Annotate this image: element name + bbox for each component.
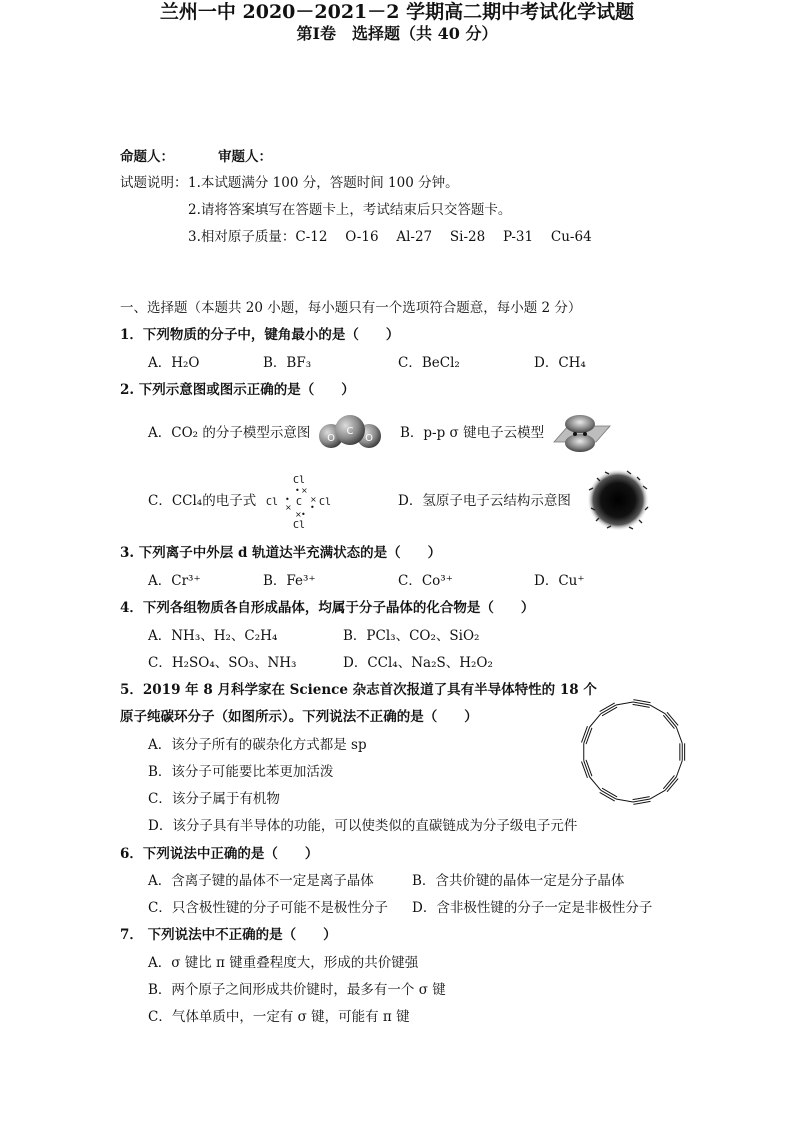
q3-option-a: A．Cr³⁺ bbox=[148, 573, 201, 589]
triple-bond-line bbox=[665, 714, 676, 727]
svg-text:•: • bbox=[285, 495, 290, 504]
q3-option-d: D．Cu⁺ bbox=[534, 573, 585, 589]
question-6-stem: 6．下列说法中正确的是（ ） bbox=[120, 846, 319, 862]
svg-text:×: × bbox=[285, 503, 292, 512]
triple-bond-line bbox=[667, 712, 678, 725]
instruction-item-2: 2.请将答案填写在答题卡上，考试结束后只交答题卡。 bbox=[188, 202, 512, 218]
question-1-stem: 1．下列物质的分子中，键角最小的是（ ） bbox=[120, 327, 400, 343]
question-2-stem: 2. 下列示意图或图示正确的是（ ） bbox=[120, 382, 355, 398]
svg-text:•: • bbox=[301, 510, 306, 519]
electron-cloud bbox=[587, 469, 649, 531]
upper-lobe bbox=[565, 415, 595, 433]
triple-bond-line bbox=[663, 715, 674, 728]
triple-bond-line bbox=[663, 775, 674, 788]
q6-option-d: D．含非极性键的分子一定是非极性分子 bbox=[412, 900, 653, 916]
single-bond-line bbox=[676, 727, 682, 743]
q2-option-d: D．氢原子电子云结构示意图 bbox=[398, 493, 571, 509]
q1-option-a: A．H₂O bbox=[148, 355, 200, 371]
ccl4-cl-left: Cl bbox=[266, 497, 279, 508]
q5-option-a: A．该分子所有的碳杂化方式都是 sp bbox=[148, 737, 367, 753]
q6-option-b: B．含共价键的晶体一定是分子晶体 bbox=[412, 873, 625, 889]
co2-label-o2: O bbox=[365, 433, 373, 444]
question-4-stem: 4．下列各组物质各自形成晶体，均属于分子晶体的化合物是（ ） bbox=[120, 600, 535, 616]
sigma-bond-cloud-figure bbox=[548, 412, 612, 454]
q6-option-c: C．只含极性键的分子可能不是极性分子 bbox=[148, 900, 388, 916]
q5-option-d: D．该分子具有半导体的功能，可以使类似的直碳链成为分子级电子元件 bbox=[148, 818, 578, 834]
instruction-item-1: 1.本试题满分 100 分，答题时间 100 分钟。 bbox=[188, 175, 459, 191]
q7-option-b: B．两个原子之间形成共价键时，最多有一个 σ 键 bbox=[148, 982, 446, 998]
carbon-ring-figure bbox=[578, 697, 688, 807]
question-3-stem: 3. 下列离子中外层 d 轨道达半充满状态的是（ ） bbox=[120, 545, 442, 561]
single-bond-line bbox=[676, 761, 682, 777]
q3-option-c: C．Co³⁺ bbox=[398, 573, 453, 589]
single-bond-line bbox=[650, 705, 665, 714]
co2-label-c: C bbox=[346, 426, 354, 437]
question-7-stem: 7． 下列说法中不正确的是（ ） bbox=[120, 927, 337, 943]
co2-label-o1: O bbox=[327, 433, 335, 444]
ccl4-electron-formula bbox=[262, 472, 336, 530]
q7-option-c: C．气体单质中，一定有 σ 键，可能有 π 键 bbox=[148, 1009, 410, 1025]
nucleus-right bbox=[583, 432, 587, 436]
page-title: 兰州一中 2020－2021－2 学期高二期中考试化学试题 bbox=[159, 1, 635, 23]
q7-option-a: A．σ 键比 π 键重叠程度大，形成的共价键强 bbox=[148, 955, 419, 971]
q5-option-c: C．该分子属于有机物 bbox=[148, 791, 280, 807]
hydrogen-electron-cloud-figure bbox=[585, 468, 651, 532]
q4-option-c: C．H₂SO₄、SO₃、NH₃ bbox=[148, 655, 297, 671]
svg-text:×: × bbox=[310, 495, 317, 504]
single-bond-line bbox=[590, 777, 601, 790]
q2-option-b: B．p-p σ 键电子云模型 bbox=[400, 425, 545, 441]
q1-option-c: C．BeCl₂ bbox=[398, 355, 460, 371]
single-bond-line bbox=[616, 799, 633, 802]
ccl4-cl-right: Cl bbox=[319, 497, 332, 508]
svg-text:•: • bbox=[295, 486, 300, 495]
q4-option-b: B．PCl₃、CO₂、SiO₂ bbox=[343, 628, 480, 644]
svg-text:•: • bbox=[310, 503, 315, 512]
ccl4-cl-top: Cl bbox=[292, 475, 306, 486]
triple-bond-line bbox=[667, 779, 678, 792]
question-5-stem-line2: 原子纯碳环分子（如图所示）。下列说法不正确的是（ ） bbox=[120, 709, 478, 725]
ccl4-cl-bottom: Cl bbox=[292, 520, 306, 530]
single-bond-line bbox=[590, 714, 601, 727]
q1-option-d: D．CH₄ bbox=[534, 355, 586, 371]
lower-lobe bbox=[565, 434, 595, 452]
section-heading: 一、选择题（本题共 20 小题，每小题只有一个选项符合题意，每小题 2 分） bbox=[120, 300, 582, 316]
q1-option-b: B．BF₃ bbox=[263, 355, 312, 371]
single-bond-line bbox=[616, 702, 633, 705]
q5-option-b: B．该分子可能要比苯更加活泼 bbox=[148, 764, 334, 780]
svg-text:×: × bbox=[295, 510, 302, 519]
instructions-label: 试题说明： bbox=[120, 175, 188, 191]
q4-option-a: A．NH₃、H₂、C₂H₄ bbox=[148, 628, 278, 644]
part1-title: 第Ⅰ卷 选择题（共 40 分） bbox=[296, 24, 498, 43]
ccl4-c-center: C bbox=[295, 497, 303, 508]
svg-text:×: × bbox=[301, 486, 308, 495]
instruction-item-3: 3.相对原子质量：C-12 O-16 Al-27 Si-28 P-31 Cu-64 bbox=[188, 229, 592, 245]
q6-option-a: A．含离子键的晶体不一定是离子晶体 bbox=[148, 873, 374, 889]
question-5-stem-line1: 5．2019 年 8 月科学家在 Science 杂志首次报道了具有半导体特性的 18 个 bbox=[120, 682, 597, 698]
q3-option-b: B．Fe³⁺ bbox=[263, 573, 316, 589]
reviewer-label: 审题人： bbox=[218, 149, 272, 165]
q2-option-a: A．CO₂ 的分子模型示意图 bbox=[148, 425, 311, 441]
q4-option-d: D．CCl₄、Na₂S、H₂O₂ bbox=[343, 655, 493, 671]
setter-label: 命题人： bbox=[120, 149, 174, 165]
single-bond-line bbox=[650, 790, 665, 799]
nucleus-left bbox=[573, 432, 577, 436]
triple-bond-line bbox=[665, 777, 676, 790]
co2-model-figure bbox=[316, 410, 384, 452]
q2-option-c: C．CCl₄的电子式 bbox=[148, 493, 257, 509]
